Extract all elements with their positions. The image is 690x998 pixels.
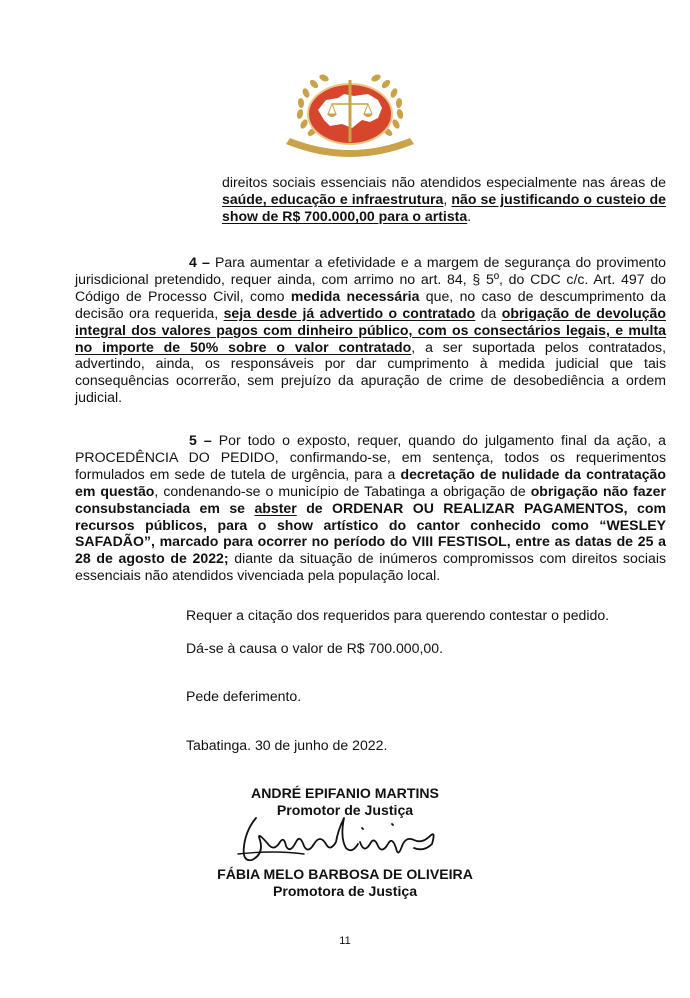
page-number: 11 [339,935,351,947]
case-value: Dá-se à causa o valor de R$ 700.000,00. [186,640,443,656]
paragraph-social-rights: direitos sociais essenciais não atendidos especialmente nas áreas de saúde, educação e infraestrutura, não se justificando o custeio de show de R$ 700.000,00 para o artista. [222,174,666,224]
place-and-date: Tabatinga. 30 de junho de 2022. [186,737,388,753]
ministerio-publico-seal-icon [282,62,418,168]
emphasis-show-cost: não se justificando o custeio de show de R$ 700.000,00 para o artista [222,190,666,224]
item-number: 4 – [189,254,210,270]
handwritten-signature-icon [234,810,444,868]
item-number: 5 – [189,432,212,448]
signatory-1-name: ANDRÉ EPIFANIO MARTINS [251,785,439,801]
paragraph-item-5: 5 – Por todo o exposto, requer, quando do julgamento final da ação, a PROCEDÊNCIA DO PEDIDO, confirmando-se, em sentença, todos os requerimentos formulados em sede de tutela de urgência, para a decretação de nulidade da contratação em questão, condenando-se o município de Tabatinga a obrigação de obrigação não fazer consubstanciada em se abster de ORDENAR OU REALIZAR PAGAMENTOS, com recursos públicos, para o show artístico do cantor conhecido como “WESLEY SAFADÃO”, marcado para ocorrer no período do VIII FESTISOL, entre as datas de 25 a 28 de agosto de 2022; diante da situação de inúmeros compromissos com direitos sociais essenciais não atendidos vivenciada pela população local. [75,432,667,584]
signatory-1-role: Promotor de Justiça [276,802,414,818]
request-granting: Pede deferimento. [186,688,302,704]
signatory-2-name: FÁBIA MELO BARBOSA DE OLIVEIRA [217,866,473,882]
citation-request: Requer a citação dos requeridos para querendo contestar o pedido. [186,607,610,623]
signatory-2-role: Promotora de Justiça [272,883,418,899]
paragraph-item-4: 4 – Para aumentar a efetividade e a margem de segurança do provimento jurisdicional pretendido, requer ainda, com arrimo no art. 84, § 5º, do CDC c/c. Art. 497 do Código de Processo Civil, como medida necessária que, no caso de descumprimento da decisão ora requerida, seja desde já advertido o contratado da obrigação de devolução integral dos valores pagos com dinheiro público, com os consectários legais, e multa no importe de 50% sobre o valor contratado, a ser suportada pelos contratados, advertindo, ainda, os responsáveis por dar cumprimento à medida judicial que tais consequências ocorrerão, sem prejuízo da apuração de crime de desobediência a ordem judicial. [75,254,666,406]
emphasis-health-education: saúde, educação e infraestrutura [222,190,444,207]
